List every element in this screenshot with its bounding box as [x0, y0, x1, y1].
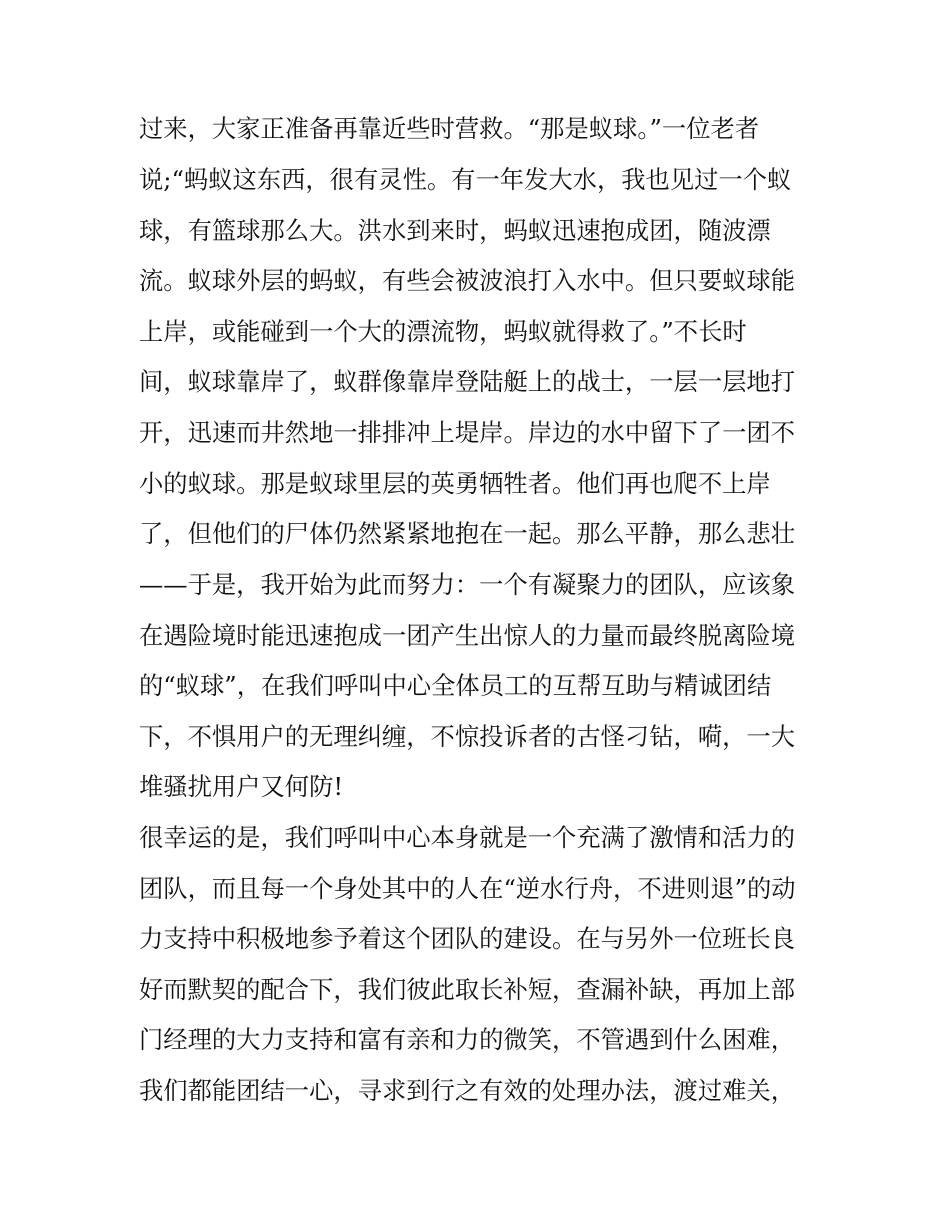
text-line: 的“蚁球”，在我们呼叫中心全体员工的互帮互助与精诚团结: [139, 671, 772, 700]
text-line: 在遇险境时能迅速抱成一团产生出惊人的力量而最终脱离险境: [139, 621, 796, 650]
text-line: 下，不惧用户的无理纠缠，不惊投诉者的古怪刁钻，嗬，一大: [139, 722, 796, 751]
text-line: 球，有篮球那么大。洪水到来时，蚂蚁迅速抱成团，随波漂: [139, 216, 771, 245]
text-line: 间，蚁球靠岸了，蚁群像靠岸登陆艇上的战士，一层一层地打: [139, 367, 796, 396]
text-line: 好而默契的配合下，我们彼此取长补短，查漏补缺，再加上部: [139, 975, 796, 1004]
text-line: 门经理的大力支持和富有亲和力的微笑，不管遇到什么困难，: [139, 1025, 796, 1054]
text-line: 力支持中积极地参予着这个团队的建设。在与另外一位班长良: [139, 924, 796, 953]
text-line: ——于是，我开始为此而努力：一个有凝聚力的团队，应该象: [139, 570, 796, 599]
text-line: 过来，大家正准备再靠近些时营救。“那是蚁球。”一位老者: [139, 114, 760, 143]
text-line: 开，迅速而井然地一排排冲上堤岸。岸边的水中留下了一团不: [139, 418, 796, 447]
text-line: 堆骚扰用户又何防!: [139, 772, 344, 801]
text-line: 流。蚁球外层的蚂蚁，有些会被波浪打入水中。但只要蚁球能: [139, 266, 796, 295]
text-line: 了，但他们的尸体仍然紧紧地抱在一起。那么平静，那么悲壮: [139, 519, 796, 548]
text-line: 说;“蚂蚁这东西，很有灵性。有一年发大水，我也见过一个蚁: [139, 165, 792, 194]
text-line: 我们都能团结一心，寻求到行之有效的处理办法，渡过难关，: [139, 1076, 796, 1105]
text-line: 很幸运的是，我们呼叫中心本身就是一个充满了激情和活力的: [139, 823, 796, 852]
text-line: 团队，而且每一个身处其中的人在“逆水行舟，不进则退”的动: [139, 874, 796, 903]
text-line: 小的蚁球。那是蚁球里层的英勇牺牲者。他们再也爬不上岸: [139, 469, 771, 498]
text-line: 上岸，或能碰到一个大的漂流物，蚂蚁就得救了。”不长时: [139, 317, 747, 346]
